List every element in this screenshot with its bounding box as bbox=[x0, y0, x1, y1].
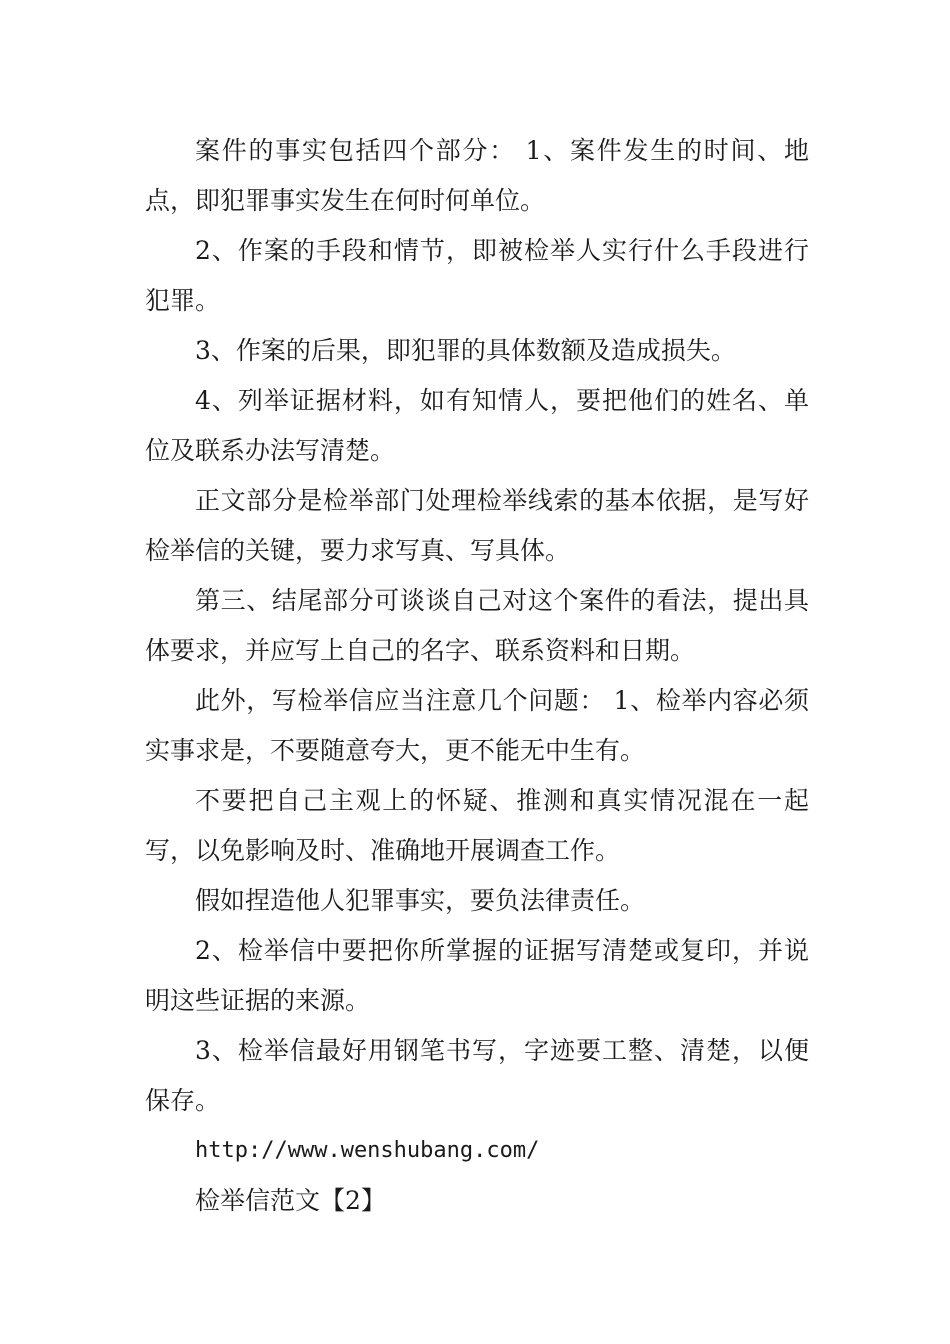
paragraph-consequences: 3、作案的后果，即犯罪的具体数额及造成损失。 bbox=[195, 336, 736, 365]
paragraph-method: 2、作案的手段和情节，即被检举人实行什么手段进行犯罪。 bbox=[145, 236, 809, 315]
paragraph-handwriting: 3、检举信最好用钢笔书写，字迹要工整、清楚，以便保存。 bbox=[145, 1036, 809, 1115]
document-body bbox=[145, 126, 809, 1226]
section-title: 检举信范文【2】 bbox=[195, 1186, 386, 1215]
paragraph-evidence: 4、列举证据材料，如有知情人，要把他们的姓名、单位及联系办法写清楚。 bbox=[145, 386, 809, 465]
paragraph-case-facts: 案件的事实包括四个部分： 1、案件发生的时间、地点，即犯罪事实发生在何时何单位。 bbox=[145, 136, 809, 215]
paragraph-no-speculation: 不要把自己主观上的怀疑、推测和真实情况混在一起写，以免影响及时、准确地开展调查工作。 bbox=[145, 786, 809, 865]
paragraph-notes: 此外，写检举信应当注意几个问题： 1、检举内容必须实事求是，不要随意夸大，更不能无中生有。 bbox=[145, 686, 809, 765]
paragraph-evidence-source: 2、检举信中要把你所掌握的证据写清楚或复印，并说明这些证据的来源。 bbox=[145, 936, 809, 1015]
paragraph-main-text: 正文部分是检举部门处理检举线索的基本依据，是写好检举信的关键，要力求写真、写具体。 bbox=[145, 486, 809, 565]
paragraph-legal-liability: 假如捏造他人犯罪事实，要负法律责任。 bbox=[195, 886, 646, 915]
paragraph-ending: 第三、结尾部分可谈谈自己对这个案件的看法，提出具体要求，并应写上自己的名字、联系资料和日期。 bbox=[145, 586, 809, 665]
source-url-link[interactable]: http://www.wenshubang.com/ bbox=[195, 1138, 540, 1163]
